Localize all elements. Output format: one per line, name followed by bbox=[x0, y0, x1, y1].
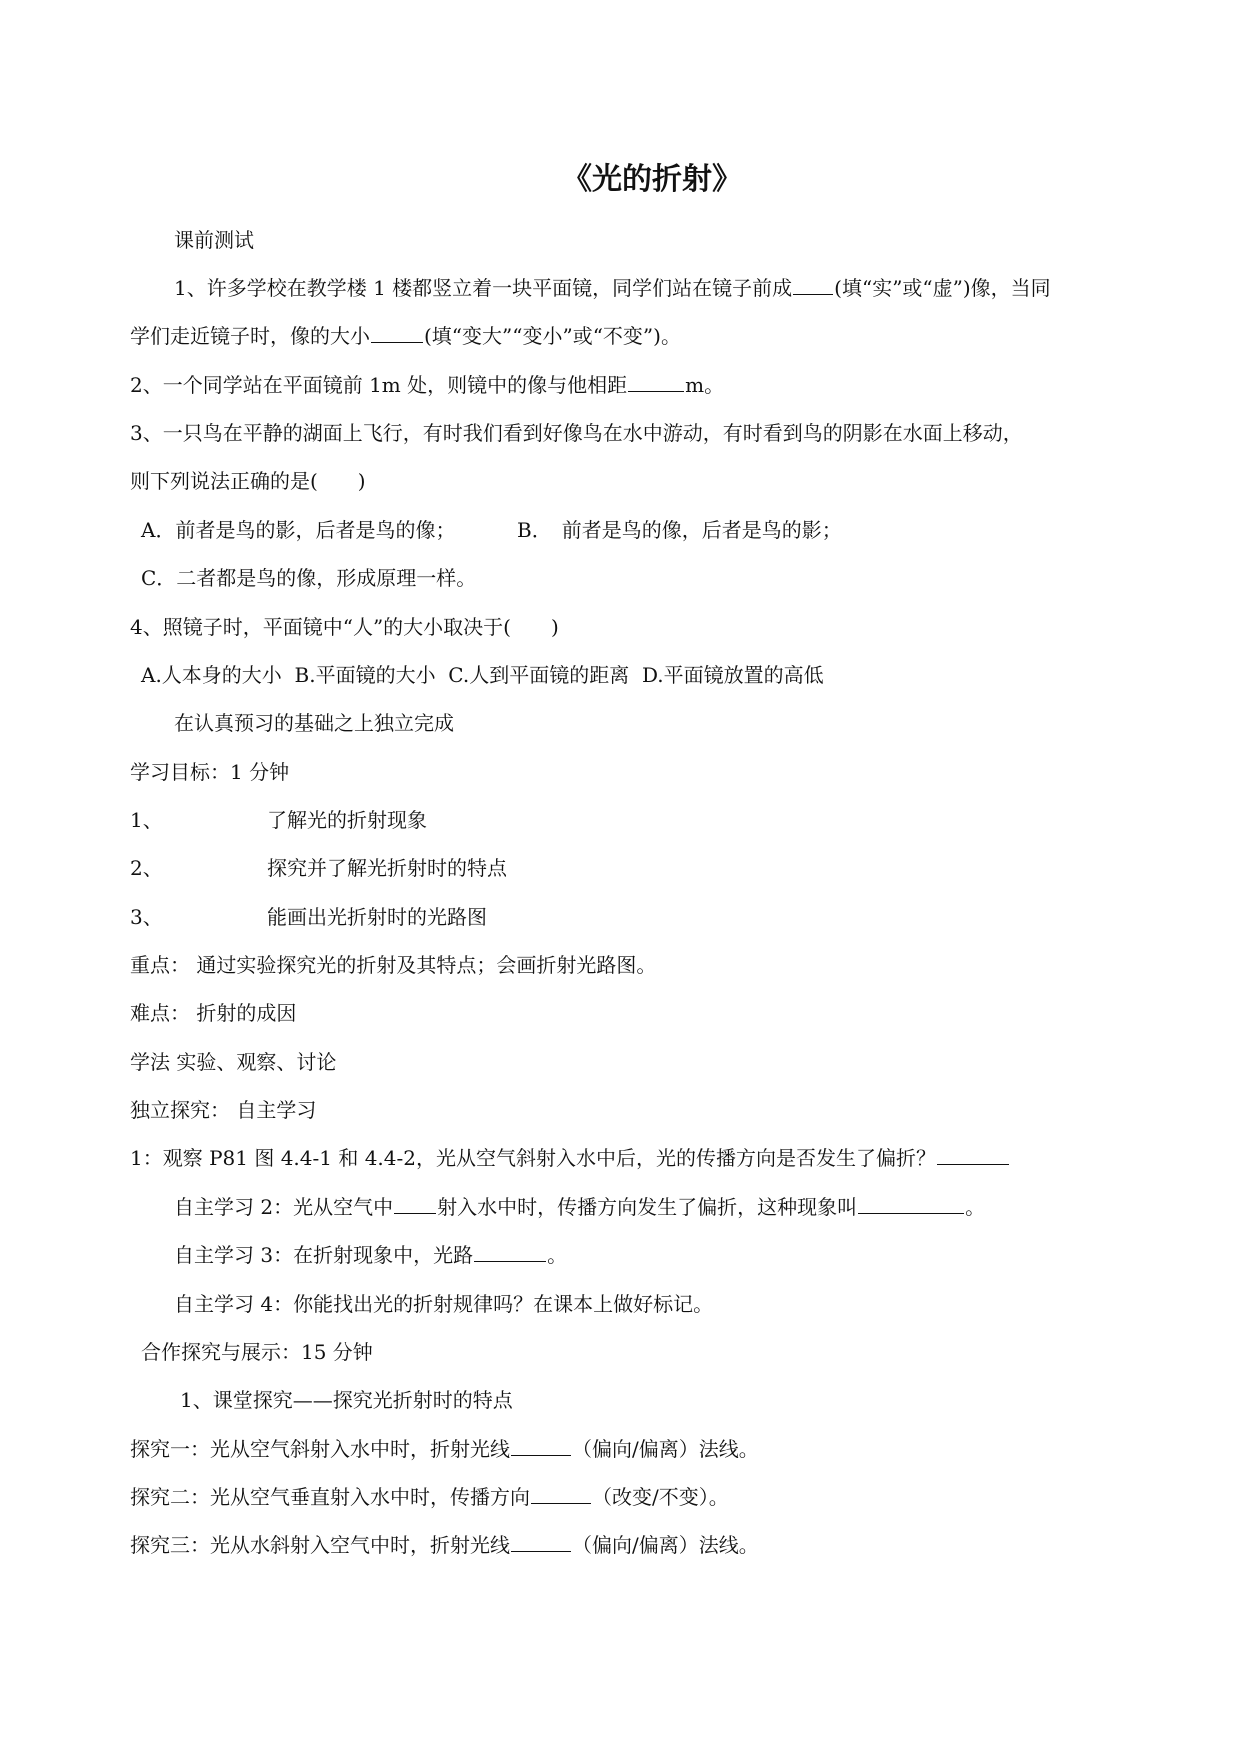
goal-2-text: 探究并了解光折射时的特点 bbox=[267, 856, 507, 880]
inq1-text-a: 探究一：光从空气斜射入水中时，折射光线 bbox=[130, 1437, 510, 1461]
self2-blank-2[interactable] bbox=[858, 1193, 964, 1214]
question-1-line-1 bbox=[174, 273, 1051, 303]
difficulty: 难点： 折射的成因 bbox=[130, 1001, 297, 1025]
q1-text-c: 学们走近镜子时，像的大小 bbox=[130, 324, 370, 348]
inq3-text-a: 探究三：光从水斜射入空气中时，折射光线 bbox=[130, 1533, 510, 1557]
inq2-text-a: 探究二：光从空气垂直射入水中时，传播方向 bbox=[130, 1485, 530, 1509]
goal-3-text: 能画出光折射时的光路图 bbox=[267, 905, 487, 929]
key-points: 重点： 通过实验探究光的折射及其特点；会画折射光路图。 bbox=[130, 953, 657, 977]
goal-1-number: 1、 bbox=[130, 808, 163, 832]
self-study-4: 自主学习 4：你能找出光的折射规律吗？在课本上做好标记。 bbox=[174, 1292, 714, 1316]
self-study-2 bbox=[174, 1192, 985, 1222]
question-3-line-1: 3、一只鸟在平静的湖面上飞行，有时我们看到好像鸟在水中游动，有时看到鸟的阴影在水面上移动， bbox=[130, 421, 1023, 445]
q1-text-a: 1、许多学校在教学楼 1 楼都竖立着一块平面镜，同学们站在镜子前成 bbox=[174, 276, 793, 300]
inq1-blank[interactable] bbox=[511, 1435, 571, 1456]
independent-heading: 独立探究： 自主学习 bbox=[130, 1098, 317, 1122]
self2-text-b: 射入水中时，传播方向发生了偏折，这种现象叫 bbox=[437, 1195, 858, 1219]
q1-blank-2[interactable] bbox=[371, 322, 423, 343]
q2-text-b: m。 bbox=[685, 373, 725, 397]
self3-text-b: 。 bbox=[547, 1243, 568, 1267]
inq3-text-b: （偏向/偏离）法线。 bbox=[572, 1533, 759, 1557]
q3-option-b: B． 前者是鸟的像，后者是鸟的影； bbox=[517, 518, 842, 542]
question-3-line-2: 则下列说法正确的是( ) bbox=[130, 469, 366, 493]
cooperation-heading: 合作探究与展示：15 分钟 bbox=[141, 1340, 373, 1364]
pretest-heading: 课前测试 bbox=[174, 228, 254, 252]
question-1-line-2 bbox=[130, 321, 681, 351]
goal-1-text: 了解光的折射现象 bbox=[267, 808, 427, 832]
inq2-text-b: （改变/不变）。 bbox=[592, 1485, 729, 1509]
q1-text-b: (填“实”或“虚”)像，当同 bbox=[834, 276, 1051, 300]
class-inquiry: 1、课堂探究——探究光折射时的特点 bbox=[180, 1388, 513, 1412]
document-title: 《光的折射》 bbox=[562, 162, 742, 197]
q3-option-c: C．二者都是鸟的像，形成原理一样。 bbox=[141, 566, 477, 590]
self3-blank[interactable] bbox=[474, 1241, 546, 1262]
independent-question-1 bbox=[130, 1143, 1010, 1173]
self2-blank-1[interactable] bbox=[394, 1193, 436, 1214]
q2-blank[interactable] bbox=[628, 371, 684, 392]
question-4: 4、照镜子时，平面镜中“人”的大小取决于( ) bbox=[130, 615, 559, 639]
self2-text-a: 自主学习 2：光从空气中 bbox=[174, 1195, 394, 1219]
inquiry-3 bbox=[130, 1530, 759, 1560]
inq2-blank[interactable] bbox=[531, 1483, 591, 1504]
goal-3-number: 3、 bbox=[130, 905, 163, 929]
inquiry-2 bbox=[130, 1482, 729, 1512]
study-method: 学法 实验、观察、讨论 bbox=[130, 1050, 337, 1074]
self-study-3 bbox=[174, 1240, 567, 1270]
q4-options: A.人本身的大小 B.平面镜的大小 C.人到平面镜的距离 D.平面镜放置的高低 bbox=[141, 663, 824, 687]
goal-2-number: 2、 bbox=[130, 856, 163, 880]
self2-text-c: 。 bbox=[965, 1195, 986, 1219]
q3-option-a: A．前者是鸟的影，后者是鸟的像； bbox=[141, 518, 456, 542]
q1-blank-1[interactable] bbox=[793, 274, 833, 295]
inq1-text-b: （偏向/偏离）法线。 bbox=[572, 1437, 759, 1461]
q1-text-d: (填“变大”“变小”或“不变”)。 bbox=[424, 324, 681, 348]
goals-heading: 学习目标：1 分钟 bbox=[130, 760, 290, 784]
preview-note: 在认真预习的基础之上独立完成 bbox=[174, 711, 454, 735]
inquiry-1 bbox=[130, 1434, 759, 1464]
self3-text-a: 自主学习 3：在折射现象中，光路 bbox=[174, 1243, 474, 1267]
ind1-blank[interactable] bbox=[937, 1144, 1009, 1165]
ind1-text: 1：观察 P81 图 4.4-1 和 4.4-2，光从空气斜射入水中后，光的传播方向是否发生了偏折？ bbox=[130, 1146, 936, 1170]
q2-text-a: 2、一个同学站在平面镜前 1m 处，则镜中的像与他相距 bbox=[130, 373, 628, 397]
question-2 bbox=[130, 370, 724, 400]
inq3-blank[interactable] bbox=[511, 1531, 571, 1552]
